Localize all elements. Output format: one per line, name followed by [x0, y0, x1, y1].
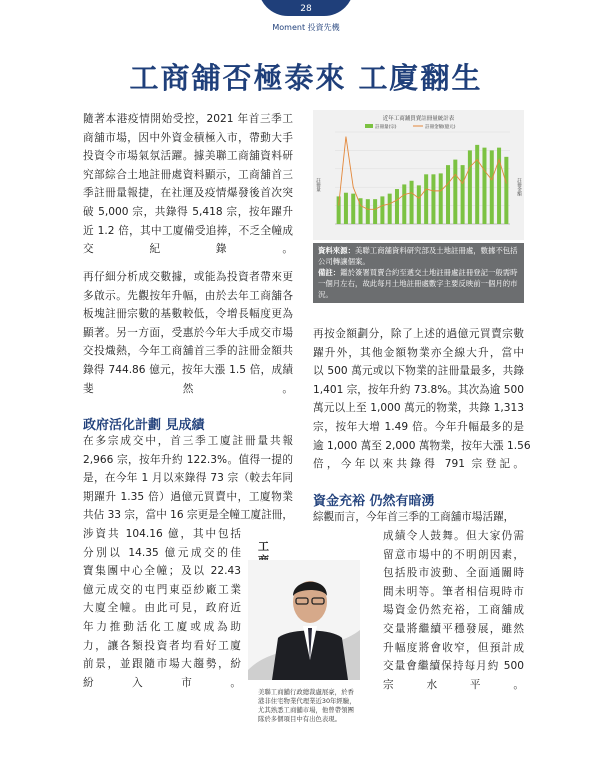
text-line: 交投熾熱，今年工商舖首三季的註冊金額共: [83, 345, 293, 358]
bar-volume: [475, 145, 479, 224]
chart-title: 近年工商舖買賣註冊量統計表: [382, 116, 455, 122]
text-line: 前景，並跟隨市場大趨勢，紛: [83, 658, 241, 671]
text-line: 交量將繼續平穩發展，雖然: [383, 622, 524, 635]
col1-para2: [83, 268, 293, 398]
bar-volume: [344, 193, 348, 224]
text-line: 在多宗成交中，首三季工廈註冊量共報: [83, 435, 293, 447]
bar-volume: [410, 181, 414, 224]
text-line: 近 1.2 倍，其中工廈備受追捧，不乏全幢成: [83, 224, 293, 237]
author-nickname: 工: [258, 540, 269, 553]
text-line: 力，讓各類投資者均看好工廈: [83, 639, 241, 652]
text-line: 隨著本港疫情開始受控，2021 年首三季工: [83, 113, 293, 125]
legend-label-volume: 註冊量(宗): [375, 125, 397, 130]
text-line: 包括股市波動、全面通關時: [383, 567, 524, 580]
text-line: 紛入市。: [83, 676, 241, 689]
text-line: 投資令市場氣氛活躍。據美聯工商舖資料研: [83, 150, 293, 163]
text-line: 季註冊量報捷，在社運及疫情爆發後首次突: [83, 187, 293, 200]
text-line: 多啟示。先觀按年升幅，由於去年工商舖各: [83, 289, 293, 302]
text-line: 錄得 744.86 億元，按年大漲 1.5 倍，成績: [83, 363, 293, 376]
text-line: 逾 1,000 萬至 2,000 萬物業，按年大漲 1.56: [313, 439, 531, 452]
text-line: 板塊註冊宗數的基數較低，令增長幅度更為: [83, 308, 293, 321]
col1-para1: [83, 110, 293, 259]
registration-chart: [313, 110, 524, 240]
text-line: 年力推動活化工廈或成為助: [83, 620, 241, 633]
text-line: 萬元以上至 1,000 萬元的物業，共錄 1,313: [313, 402, 524, 415]
bar-volume: [373, 199, 377, 224]
bar-volume: [482, 148, 486, 224]
text-line: 倍，今年以來共錄得 791 宗登記。: [313, 458, 524, 471]
text-line: 場資金仍然充裕，工商舖成: [383, 604, 524, 617]
text-line: 以 500 萬元或以下物業的註冊量最多，共錄: [313, 365, 524, 378]
text-line: 1,401 宗，按年升約 73.8%。其次為逾 500: [313, 383, 524, 396]
text-line: 究部綜合土地註冊處資料顯示，工商舖首三: [83, 168, 293, 181]
col2-para2: [383, 527, 524, 694]
text-line: 留意市場中的不明朗因素，: [383, 548, 524, 561]
text-line: 涉資共 104.16 億，其中包括: [83, 528, 241, 540]
bar-volume: [380, 196, 384, 224]
text-line: 間未明等。筆者相信現時市: [383, 585, 524, 598]
text-line: 商舖市場，因中外資金積極入市，帶動大手: [83, 131, 293, 144]
text-line: 宗，按年大增 1.49 倍。今年升幅最多的是: [313, 420, 524, 433]
section-tag: Moment 投資先機: [272, 23, 340, 32]
text-line: 是，在今年 1 月以來錄得 73 宗（較去年同: [83, 472, 293, 485]
text-line: 期躍升 1.35 倍）過億元買賣中，工廈物業: [83, 490, 293, 503]
text-line: 顯著。另一方面，受惠於今年大手成交市場: [83, 326, 293, 339]
bar-volume: [388, 194, 392, 224]
bar-volume: [395, 189, 399, 224]
y-axis-label-right: 註冊金額: [516, 178, 522, 196]
text-line: 升幅度將會收窄，但預計成: [383, 641, 524, 654]
author-photo: [248, 560, 360, 680]
bar-volume: [461, 165, 465, 224]
text-line: 再按金額劃分，除了上述的過億元買賣宗數: [313, 328, 524, 340]
text-line: 成績令人鼓舞。但大家仍需: [383, 530, 524, 542]
text-line: 交紀錄。: [83, 243, 293, 256]
bar-volume: [453, 160, 457, 224]
text-line: 交量會繼續保持每月約 500: [383, 660, 524, 673]
col1-para3a: [83, 432, 293, 525]
col2-para1: [313, 325, 531, 474]
col2-para2-first: 綜觀而言，今年首三季的工商舖市場活躍，: [313, 511, 515, 523]
text-line: 破 5,000 宗，共錄得 5,418 宗，按年躍升: [83, 205, 293, 218]
author-caption: 美聯工商舖行政總裁盧展豪，於香港非住宅物業代理業近30年經驗，尤其熟悉工商舖市場，他曾帶領團隊於多個項目中有出色表現。: [258, 688, 356, 723]
text-line: 共佔 33 宗，當中 16 宗更是全幢工廈註冊，: [83, 509, 293, 522]
article-title: 工商舖否極泰來 工廈翻生: [129, 61, 483, 95]
source-note: [313, 243, 524, 303]
bar-volume: [424, 174, 428, 224]
bar-volume: [402, 184, 406, 224]
legend-label-amount: 註冊金額(億元): [425, 125, 456, 130]
text-line: 2,966 宗，按年升約 122.3%。值得一提的: [83, 453, 293, 466]
bar-volume: [439, 173, 443, 224]
y-axis-label-left: 註冊量: [315, 178, 321, 192]
col1-subheading: 政府活化計劃 見成績: [83, 418, 205, 433]
page-number: 28: [300, 4, 312, 14]
legend-swatch-volume: [365, 124, 373, 128]
bar-volume: [504, 157, 508, 224]
text-line: 寶集團中心全幢；及以 22.43: [83, 565, 241, 578]
chart-panel: [313, 110, 524, 240]
bar-volume: [366, 199, 370, 224]
text-line: 再仔細分析成交數據，或能為投資者帶來更: [83, 271, 293, 283]
text-line: 分別以 14.35 億元成交的佳: [83, 546, 241, 559]
remark-text: 鑑於簽署買賣合約至遞交土地註冊處註冊登記一般需時一個月左右，故此每月土地註冊處數字主要反映前一個月的市況。: [318, 268, 518, 299]
remark-label: 備註：: [318, 268, 341, 277]
bar-volume: [446, 165, 450, 224]
line-amount: [339, 137, 507, 210]
bar-volume: [417, 185, 421, 224]
bar-volume: [490, 150, 494, 224]
bar-volume: [351, 194, 355, 224]
source-label: 資料來源：: [318, 246, 355, 255]
text-line: 大廈全幢。由此可見，政府近: [83, 602, 241, 615]
text-line: 斐然。: [83, 382, 293, 395]
bar-volume: [468, 150, 472, 224]
text-line: 躍升外，其他金額物業亦全線大升，當中: [313, 346, 524, 359]
bar-volume: [431, 174, 435, 224]
col2-subheading: 資金充裕 仍然有暗湧: [313, 494, 435, 509]
source-text: 美聯工商舖資料研究部及土地註冊處，數據不包括公司轉讓個案。: [318, 246, 518, 266]
bar-volume: [337, 196, 341, 224]
text-line: 宗水平。: [383, 678, 524, 691]
text-line: 億元成交的屯門東亞紗廠工業: [83, 583, 241, 596]
col1-para3b: [83, 525, 241, 692]
